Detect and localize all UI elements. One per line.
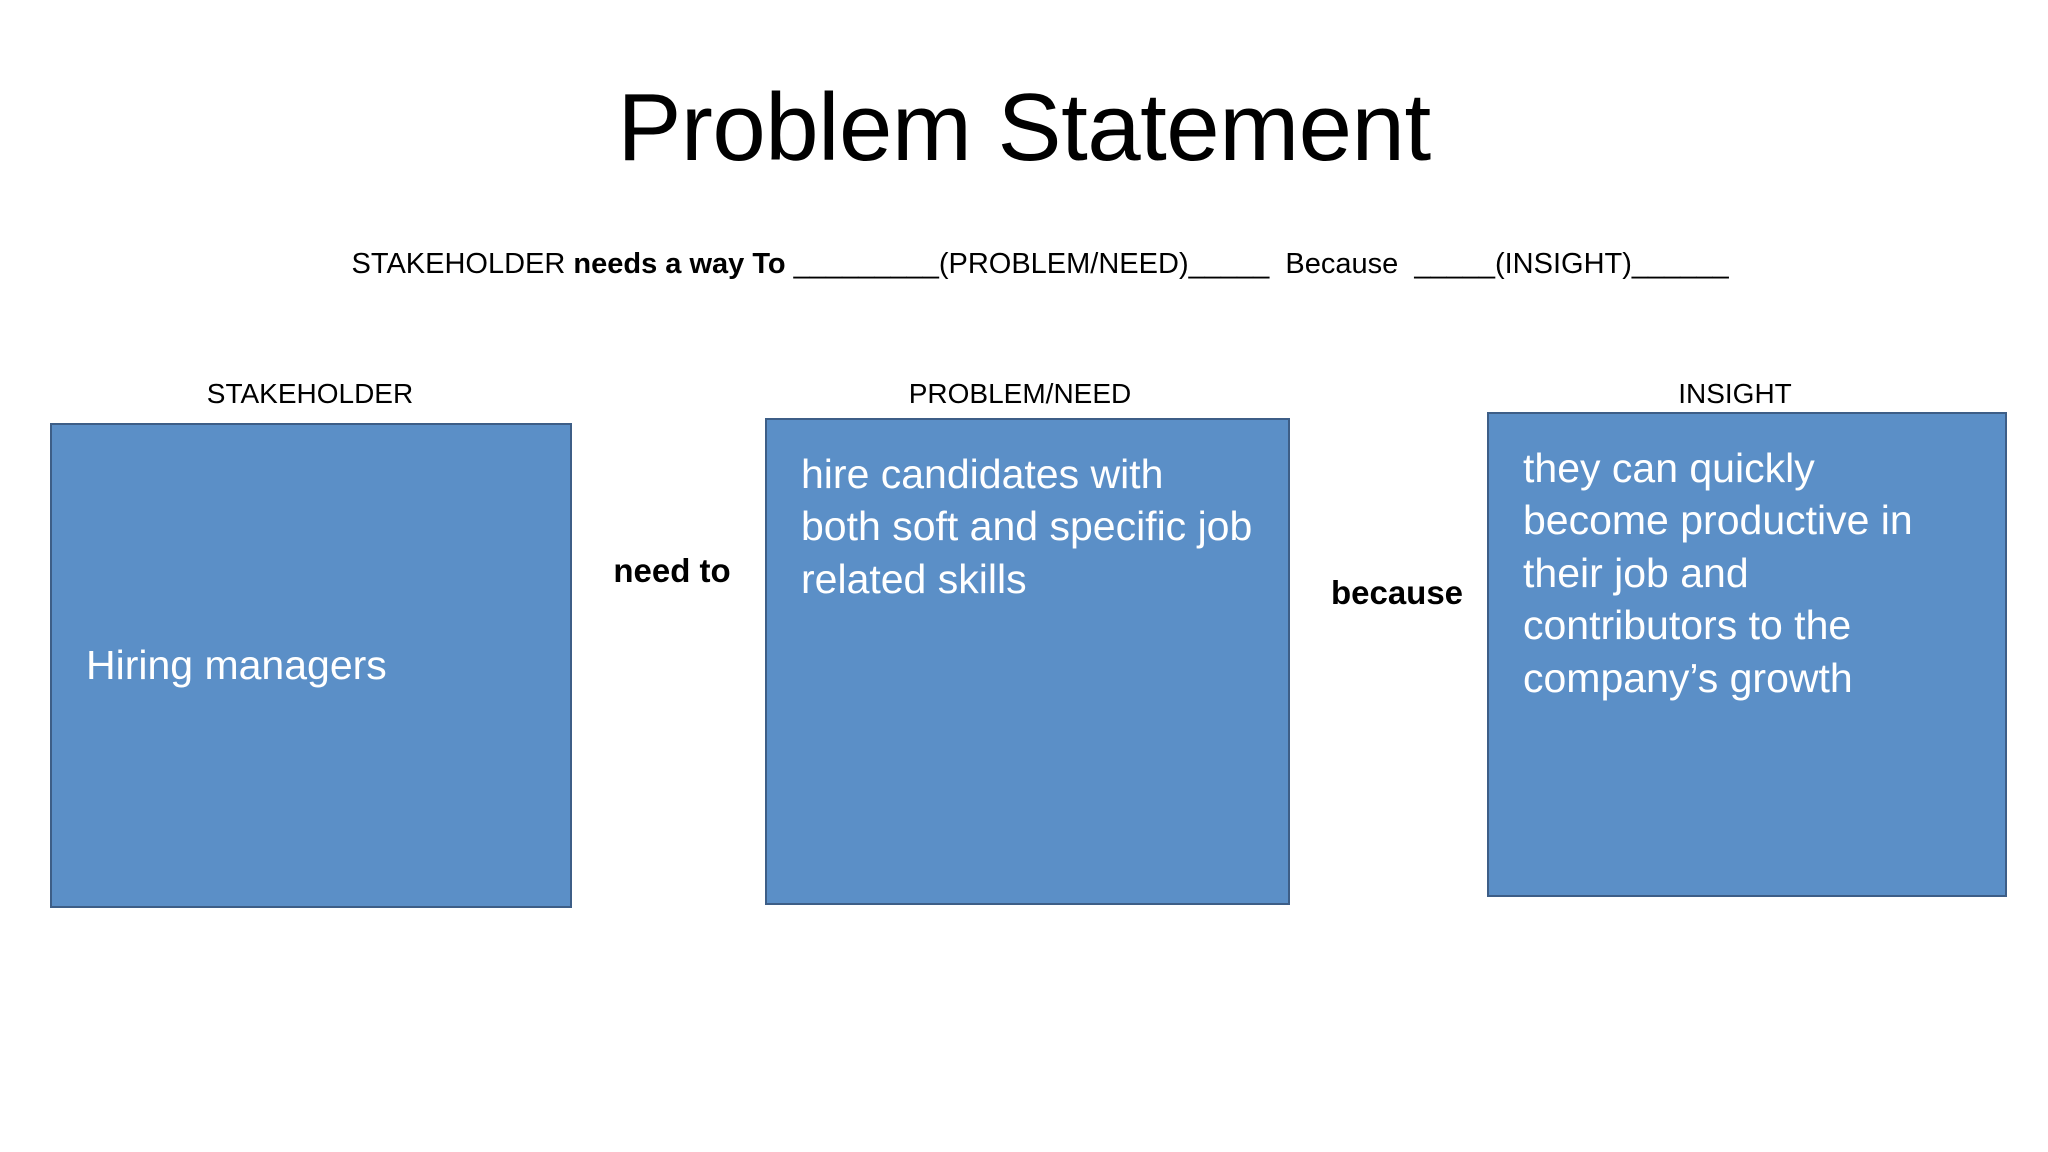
problem-statement-template — [0, 215, 2048, 314]
stakeholder-box-text: Hiring managers — [86, 642, 387, 689]
template-part-rest: _________(PROBLEM/NEED)_____ Because _____(INSIGHT)______ — [785, 248, 1729, 280]
template-part-stakeholder: STAKEHOLDER — [351, 248, 574, 280]
insight-box[interactable] — [1487, 412, 2007, 897]
insight-box-text: they can quickly become productive in their job and contributors to the company’s growth — [1523, 445, 1913, 701]
column-label-problem-need: PROBLEM/NEED — [908, 378, 1132, 409]
column-label-stakeholder: STAKEHOLDER — [206, 378, 414, 409]
stakeholder-box[interactable] — [50, 423, 572, 908]
problem-need-box[interactable] — [765, 418, 1290, 905]
connector-need-to: need to — [613, 552, 731, 589]
template-part-needs-a-way-to: needs a way To — [573, 248, 786, 280]
problem-need-box-text: hire candidates with both soft and specific job related skills — [801, 451, 1253, 602]
connector-because: because — [1330, 574, 1464, 611]
page-title: Problem Statement — [617, 74, 1431, 181]
column-label-insight: INSIGHT — [1678, 378, 1792, 409]
